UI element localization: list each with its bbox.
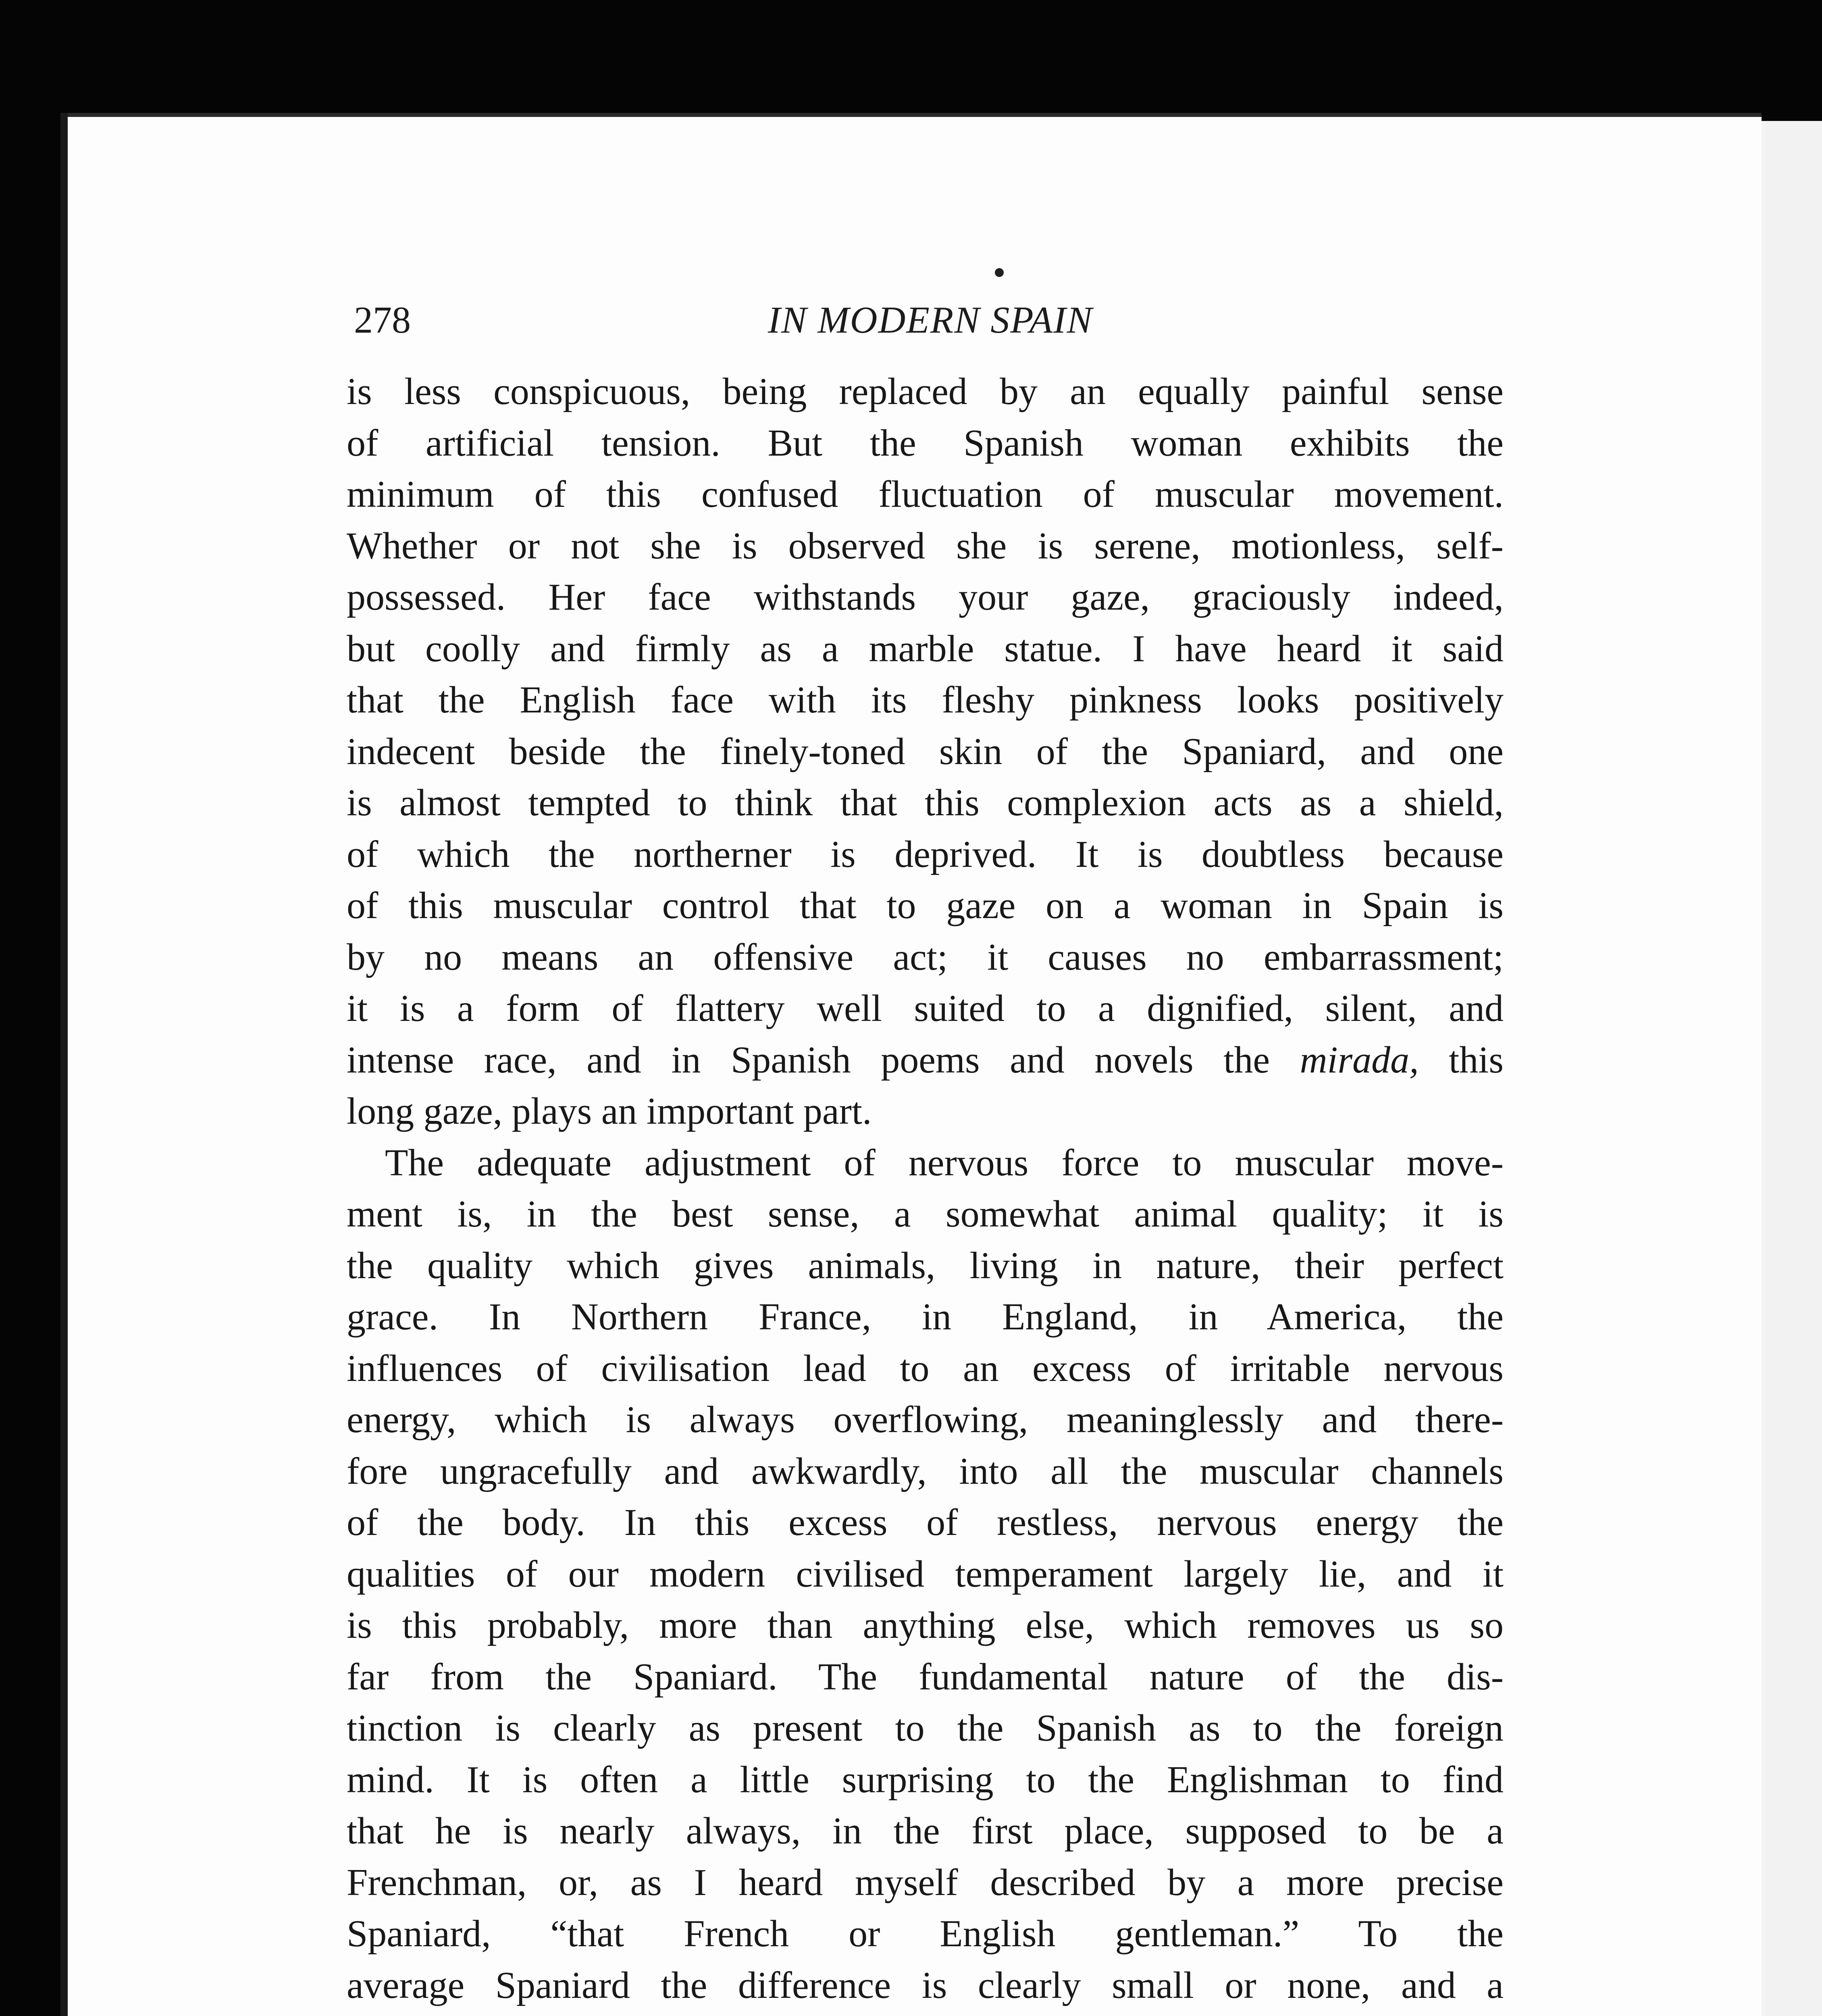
text-line: minimum of this confused fluctuation of muscular movement. (347, 473, 1504, 515)
text-line: indecent beside the finely-toned skin of the Spaniard, and one (347, 730, 1504, 773)
text-line: of this muscular control that to gaze on a woman in Spain is (347, 885, 1504, 927)
facing-page-edge (1766, 121, 1822, 2016)
text-segment: intense race, and in Spanish poems and novels the (347, 1039, 1300, 1081)
text-line: influences of civilisation lead to an excess of irritable nervous (347, 1347, 1504, 1389)
text-line: Whether or not she is observed she is serene, motionless, self- (347, 525, 1504, 567)
text-line: that the English face with its fleshy pinkness looks positively (347, 679, 1504, 721)
text-line: of artificial tension. But the Spanish woman exhibits the (347, 422, 1504, 464)
text-line-with-italic (347, 1035, 1504, 1086)
running-head (354, 298, 1507, 343)
text-line: tinction is clearly as present to the Spanish as to the foreign (347, 1707, 1504, 1749)
text-line: Frenchman, or, as I heard myself described by a more precise (347, 1861, 1504, 1904)
text-line: Spaniard, “that French or English gentleman.” To the (347, 1913, 1504, 1955)
printer-mark (995, 268, 1004, 277)
text-line: long gaze, plays an important part. (347, 1090, 872, 1132)
text-line: average Spaniard the difference is clearly small or none, and a (347, 1964, 1504, 2006)
text-segment: this (1418, 1039, 1504, 1081)
text-line: it is a form of flattery well suited to a dignified, silent, and (347, 987, 1504, 1029)
text-line: of the body. In this excess of restless, nervous energy the (347, 1502, 1504, 1543)
paragraph-1 (347, 366, 1504, 1137)
text-line: is less conspicuous, being replaced by an equally painful sense (347, 371, 1504, 412)
text-line: of which the northerner is deprived. It is doubtless because (347, 833, 1504, 875)
text-line: mind. It is often a little surprising to the Englishman to find (347, 1758, 1504, 1801)
paragraph-2 (347, 1137, 1504, 2016)
running-title: IN MODERN SPAIN (767, 299, 1093, 341)
text-line: qualities of our modern civilised temperament largely lie, and it (347, 1553, 1504, 1595)
text-line: energy, which is always overflowing, meaninglessly and there- (347, 1399, 1504, 1441)
text-line: but coolly and firmly as a marble statue. I have heard it said (347, 627, 1504, 670)
text-line: possessed. Her face withstands your gaze, graciously indeed, (347, 576, 1504, 618)
text-line: grace. In Northern France, in England, in America, the (347, 1296, 1504, 1338)
text-line: is this probably, more than anything else, which removes us so (347, 1604, 1504, 1646)
text-line (347, 2011, 1504, 2016)
text-line: fore ungracefully and awkwardly, into all the muscular channels (347, 1450, 1504, 1492)
text-line: ment is, in the best sense, a somewhat animal quality; it is (347, 1193, 1504, 1235)
page-number: 278 (354, 299, 411, 341)
text-line: is almost tempted to think that this complexion acts as a shield, (347, 782, 1504, 824)
body-text (347, 366, 1504, 2016)
text-line: The adequate adjustment of nervous force to muscular move- (385, 1141, 1504, 1184)
text-line: the quality which gives animals, living in nature, their perfect (347, 1244, 1504, 1287)
text-line: that he is nearly always, in the first place, supposed to be a (347, 1810, 1504, 1852)
text-line: far from the Spaniard. The fundamental nature of the dis- (347, 1656, 1504, 1698)
text-line: by no means an offensive act; it causes no embarrassment; (347, 936, 1504, 978)
italic-word: mirada, (1300, 1039, 1419, 1081)
